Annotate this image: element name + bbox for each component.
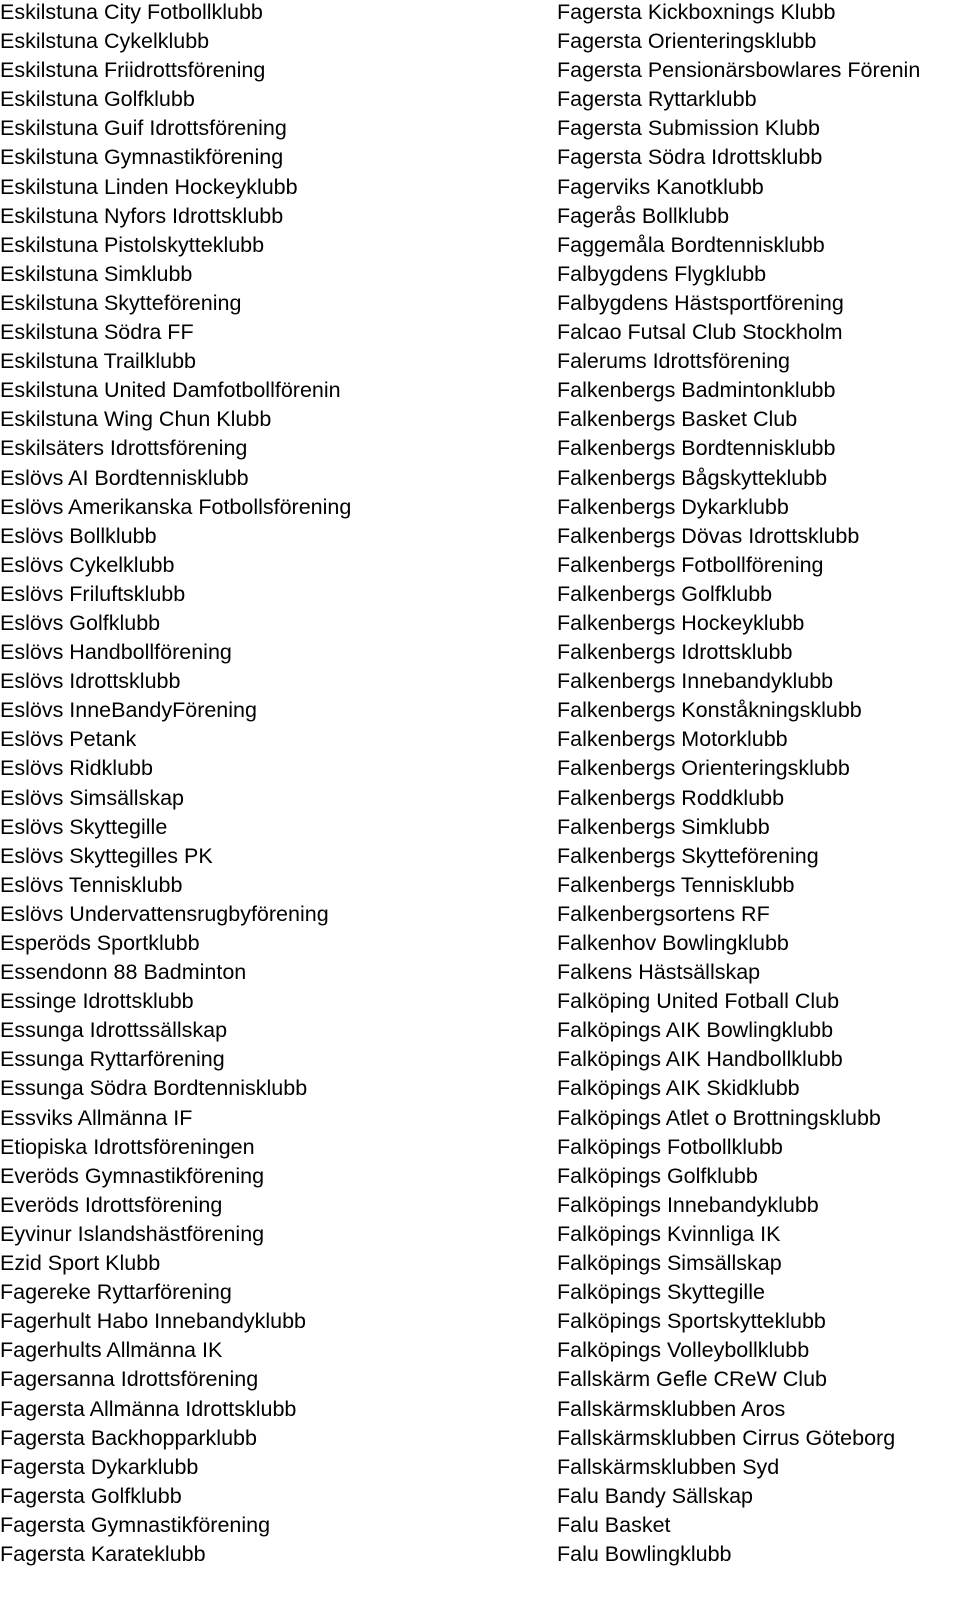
- club-name-entry: Eskilstuna Trailklubb: [0, 349, 196, 374]
- club-name-entry: Falköpings Atlet o Brottningsklubb: [557, 1105, 881, 1130]
- club-name-entry: Eskilstuna Skytteförening: [0, 290, 242, 315]
- club-name-entry: Falu Basket: [557, 1512, 671, 1537]
- club-name-entry: Falkenbergs Dykarklubb: [557, 494, 789, 519]
- club-name-entry: Eslövs Cykelklubb: [0, 552, 175, 577]
- club-name-entry: Ezid Sport Klubb: [0, 1251, 161, 1276]
- club-name-entry: Falkenbergs Bordtennisklubb: [557, 436, 836, 461]
- club-name-entry: Falkenbergsortens RF: [557, 901, 770, 926]
- club-name-entry: Falkenbergs Basket Club: [557, 407, 798, 432]
- club-name-entry: Falkenbergs Motorklubb: [557, 727, 788, 752]
- club-name-entry: Eskilstuna Guif Idrottsförening: [0, 116, 287, 141]
- club-name-entry: Essunga Södra Bordtennisklubb: [0, 1076, 308, 1101]
- club-name-entry: Fagersta Södra Idrottsklubb: [557, 145, 823, 170]
- club-name-entry: Falköpings Golfklubb: [557, 1163, 758, 1188]
- club-name-entry: Eslövs Skyttegille: [0, 814, 168, 839]
- club-name-entry: Esperöds Sportklubb: [0, 931, 200, 955]
- club-name-entry: Eslövs Simsällskap: [0, 785, 184, 810]
- club-name-entry: Eskilstuna Gymnastikförening: [0, 145, 284, 170]
- club-name-entry: Falu Bandy Sällskap: [557, 1483, 753, 1508]
- club-name-entry: Eskilstuna Simklubb: [0, 261, 193, 286]
- club-name-entry: Fagerviks Kanotklubb: [557, 174, 764, 199]
- club-name-entry: Falköpings AIK Bowlingklubb: [557, 1018, 834, 1043]
- club-name-entry: Eskilsäters Idrottsförening: [0, 436, 248, 461]
- club-name-entry: Fagerhult Habo Innebandyklubb: [0, 1309, 306, 1334]
- club-name-entry: Falköpings AIK Skidklubb: [557, 1076, 800, 1101]
- club-name-entry: Fallskärmsklubben Cirrus Göteborg: [557, 1425, 896, 1450]
- club-name-entry: Fagersta Dykarklubb: [0, 1454, 199, 1479]
- club-name-entry: Eskilstuna Friidrottsförening: [0, 58, 266, 83]
- club-name-entry: Eslövs Tennisklubb: [0, 872, 183, 897]
- club-name-entry: Eyvinur Islandshästförening: [0, 1221, 265, 1246]
- club-name-entry: Fagersta Kickboxnings Klubb: [557, 0, 836, 24]
- club-name-entry: Fagersta Backhopparklubb: [0, 1425, 257, 1450]
- club-name-entry: Eslövs Petank: [0, 727, 137, 752]
- club-name-entry: Everöds Gymnastikförening: [0, 1163, 265, 1188]
- club-name-entry: Essunga Ryttarförening: [0, 1047, 225, 1072]
- club-name-entry: Falerums Idrottsförening: [557, 349, 791, 374]
- club-name-entry: Falkenbergs Innebandyklubb: [557, 669, 834, 694]
- club-name-entry: Fagersta Gymnastikförening: [0, 1512, 271, 1537]
- club-name-entry: Falkens Hästsällskap: [557, 960, 761, 985]
- club-name-entry: Fagersta Ryttarklubb: [557, 87, 757, 112]
- club-name-entry: Eskilstuna Linden Hockeyklubb: [0, 174, 298, 199]
- club-name-entry: Fagersanna Idrottsförening: [0, 1367, 259, 1392]
- club-name-entry: Fallskärm Gefle CReW Club: [557, 1367, 827, 1392]
- club-name-entry: Etiopiska Idrottsföreningen: [0, 1134, 255, 1159]
- club-name-entry: Eslövs AI Bordtennisklubb: [0, 465, 249, 490]
- club-name-entry: Falköping United Fotball Club: [557, 989, 840, 1014]
- club-name-entry: Eskilstuna Södra FF: [0, 320, 194, 345]
- club-name-entry: Eslövs Handbollförening: [0, 640, 232, 665]
- club-name-entry: Falkenbergs Orienteringsklubb: [557, 756, 850, 781]
- club-name-entry: Eslövs Ridklubb: [0, 756, 153, 781]
- club-name-entry: Eslövs Undervattensrugbyförening: [0, 901, 329, 926]
- club-name-entry: Falköpings Fotbollklubb: [557, 1134, 783, 1159]
- club-name-entry: Falkenbergs Dövas Idrottsklubb: [557, 523, 860, 548]
- club-name-entry: Falbygdens Flygklubb: [557, 261, 767, 286]
- club-name-entry: Falköpings Simsällskap: [557, 1251, 782, 1276]
- club-name-entry: Eskilstuna Pistolskytteklubb: [0, 232, 265, 257]
- club-name-entry: Fallskärmsklubben Aros: [557, 1396, 786, 1421]
- club-name-entry: Falkenbergs Golfklubb: [557, 581, 773, 606]
- club-name-entry: Falkenbergs Fotbollförening: [557, 552, 824, 577]
- club-name-entry: Falcao Futsal Club Stockholm: [557, 320, 843, 345]
- club-name-entry: Falkenbergs Bågskytteklubb: [557, 465, 828, 490]
- club-name-entry: Faggemåla Bordtennisklubb: [557, 232, 825, 257]
- club-name-entry: Falu Bowlingklubb: [557, 1541, 732, 1566]
- club-name-entry: Eslövs Skyttegilles PK: [0, 843, 213, 868]
- club-name-entry: Falköpings Innebandyklubb: [557, 1192, 819, 1217]
- club-name-entry: Eslövs InneBandyFörening: [0, 698, 257, 723]
- club-name-entry: Falkenbergs Roddklubb: [557, 785, 785, 810]
- club-name-entry: Fagerhults Allmänna IK: [0, 1338, 223, 1363]
- club-name-entry: Fallskärmsklubben Syd: [557, 1454, 780, 1479]
- club-name-entry: Eskilstuna City Fotbollklubb: [0, 0, 263, 24]
- club-name-entry: Falkenbergs Skytteförening: [557, 843, 819, 868]
- club-name-entry: Falköpings Kvinnliga IK: [557, 1221, 781, 1246]
- club-name-entry: Falköpings Sportskytteklubb: [557, 1309, 826, 1334]
- club-name-entry: Eskilstuna Wing Chun Klubb: [0, 407, 272, 432]
- club-name-entry: Falbygdens Hästsportförening: [557, 290, 844, 315]
- club-name-entry: Eskilstuna United Damfotbollförenin: [0, 378, 341, 403]
- club-name-entry: Eskilstuna Golfklubb: [0, 87, 195, 112]
- club-name-entry: Fagersta Allmänna Idrottsklubb: [0, 1396, 297, 1421]
- club-list-right-column: [557, 0, 957, 1571]
- club-name-entry: Eslövs Idrottsklubb: [0, 669, 181, 694]
- club-name-entry: Eslövs Bollklubb: [0, 523, 157, 548]
- club-name-entry: Fagersta Submission Klubb: [557, 116, 820, 141]
- club-name-entry: Falkenbergs Badmintonklubb: [557, 378, 836, 403]
- club-name-entry: Fagereke Ryttarförening: [0, 1280, 232, 1305]
- club-name-entry: Everöds Idrottsförening: [0, 1192, 223, 1217]
- club-name-entry: Falköpings AIK Handbollklubb: [557, 1047, 843, 1072]
- club-name-entry: Falkenbergs Simklubb: [557, 814, 770, 839]
- club-name-entry: Essunga Idrottssällskap: [0, 1018, 228, 1043]
- club-name-entry: Eslövs Amerikanska Fotbollsförening: [0, 494, 352, 519]
- club-name-entry: Falköpings Skyttegille: [557, 1280, 765, 1305]
- club-name-entry: Essinge Idrottsklubb: [0, 989, 194, 1014]
- club-name-entry: Eskilstuna Nyfors Idrottsklubb: [0, 203, 284, 228]
- club-name-entry: Eslövs Friluftsklubb: [0, 581, 186, 606]
- club-name-entry: Falkenbergs Idrottsklubb: [557, 640, 793, 665]
- club-name-entry: Essviks Allmänna IF: [0, 1105, 193, 1130]
- club-name-entry: Falkenbergs Hockeyklubb: [557, 610, 805, 635]
- club-name-entry: Eskilstuna Cykelklubb: [0, 29, 210, 54]
- club-name-entry: Fagersta Pensionärsbowlares Förenin: [557, 58, 921, 83]
- club-name-entry: Falköpings Volleybollklubb: [557, 1338, 810, 1363]
- club-name-entry: Fagersta Karateklubb: [0, 1541, 206, 1566]
- club-name-entry: Eslövs Golfklubb: [0, 610, 161, 635]
- club-name-entry: Falkenbergs Konståkningsklubb: [557, 698, 862, 723]
- club-name-entry: Fagersta Orienteringsklubb: [557, 29, 817, 54]
- club-name-entry: Falkenhov Bowlingklubb: [557, 931, 789, 955]
- club-name-entry: Fagersta Golfklubb: [0, 1483, 182, 1508]
- club-name-entry: Essendonn 88 Badminton: [0, 960, 247, 985]
- club-name-entry: Falkenbergs Tennisklubb: [557, 872, 795, 897]
- club-name-entry: Fagerås Bollklubb: [557, 203, 730, 228]
